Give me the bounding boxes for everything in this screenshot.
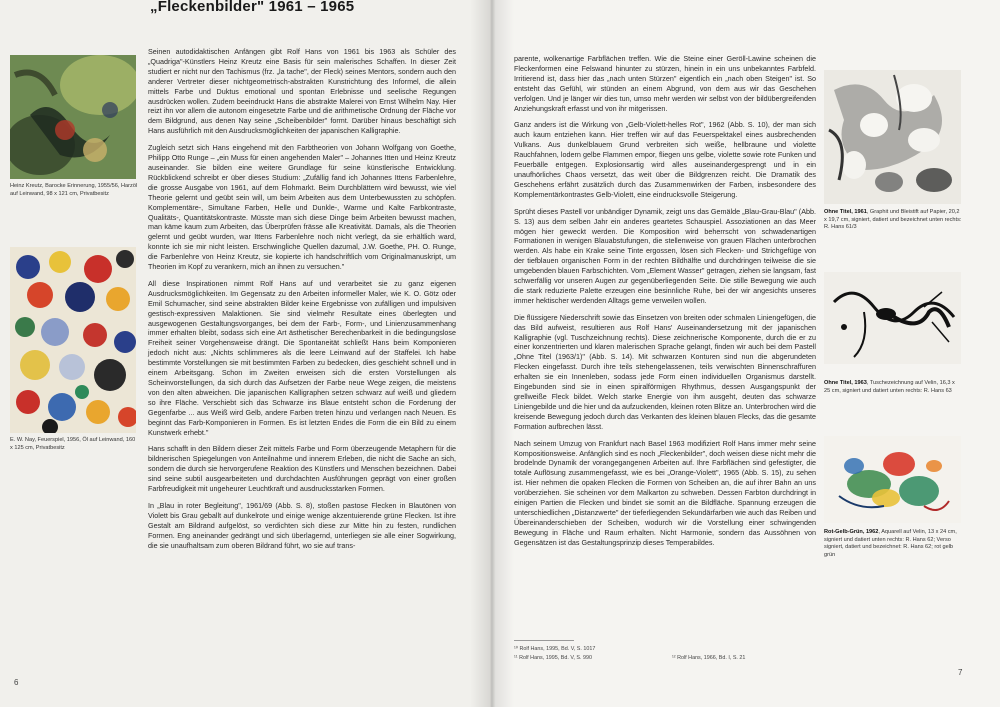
paragraph: All diese Inspirationen nimmt Rolf Hans auf und verarbeitet sie zu ganz eigenen Ausdrucksmöglichkeiten. Im Gegensatz zu den Arbeiten informeller Maler, wie K. O. Götz oder Emil Schumacher, sind seine abstrakten Bilder keine Ergebnisse von zufälligen und impulsiven gestisch-expressiven Malaktionen. Sie sind vielmehr Resultate eines überlegten und ausgewogenen Gestaltungsvorganges, bei dem der Farb-, Form-, und Linienzusammenhang immer erhalten bleibt, sodass sich eine Art ästhetischer Berechenbarkeit in die bedingungslose Freiheit seiner Vorgehensweise drängt. Die Spontaneität schließt Hans beim Komponieren jedoch nicht aus: „Nichts schlimmeres als die leere Leinwand auf der Staffelei. Ich habe bestimmte Vorstellungen sie mit bestimmten Farben zu bedecken, dies geschieht schnell und in einem Arbeitsgang. Schon im Zweiten erweisen sich die ersten Vorstellungen als Scheinvorstellungen, da sich durch das Aufsetzen der Farbe neue Wege zeigen, die meistens von den alten abweichen. Die japanischen Kalligraphen setzen schwarz auf weiß und gliedern so ihre Fläche. Verschiebt sich das Schwarze ins Blaue entsteht schon die Forderung der Gegenfarbe ... aus Weiß wird Gelb, andere Farben treten hinzu und verlangen nach Neuen. Es beginnt das Farb-Komponieren in Formen. Es ist letzten Endes die Form die ein Bild zu einem Kunstwerk erhebt." [148, 278, 456, 437]
paragraph: parente, wolkenartige Farbflächen treffen. Wie die Steine einer Geröll-Lawine scheinen die Fleckenformen eine Felswand hinunter zu stürzen, hinein in ein uns unbekanntes Farbfeld. Irritierend ist, dass hier das „nach unten Stürzen" eigentlich ein „nach oben Steigen" ist. So entsteht das Gefühl, wir stünden an einem Abgrund, von dem aus wir das Geschehen verfolgen. Und je länger wir dies tun, umso mehr werden wir selbst von der bildübergreifenden Anziehungskraft erfasst und von ihr mitgerissen. [514, 54, 816, 113]
caption-nay: E. W. Nay, Feuerspiel, 1956, Öl auf Leinwand, 160 x 125 cm, Privatbesitz [10, 437, 136, 451]
caption-ohne-titel-1963 [824, 380, 962, 395]
artwork-nay-image [10, 247, 136, 433]
left-text-column [148, 47, 456, 558]
paragraph: Hans schafft in den Bildern dieser Zeit mittels Farbe und Form überzeugende Metaphern für die bildnerischen Spiegelungen von Anteilnahme und innerem Erleben, die nicht die Sache an sich, sondern die durch sie hervorgerufene Reaktion des Künstlers und Menschen bezeichnen. Dabei sind seine subtil ausgearbeiteten und durchdachten Ausführungen geprägt von einer großen Farbfreudigkeit mit ungeheurer Leuchtkraft und ausdrucksstarken Formen. [148, 444, 456, 494]
right-page [492, 0, 1000, 707]
paragraph: Zugleich setzt sich Hans eingehend mit den Farbtheorien von Johann Wolfgang von Goethe, Philipp Otto Runge – „ein Muss für einen angehenden Maler" – Johannes Itten und Heinz Kreutz auseinander. Sie bilden eine weitere Grundlage für seine künstlerische Entwicklung. Rückblickend schreibt er über dieses Studium: „Zufällig fand ich Johannes Ittens Farbenlehre, die grosse Ausgabe von 1961, auf dem Flohmarkt. Beim Durchblättern wird bewusst, wie viel Theorie gelernt und geübt sein will, um beim Arbeiten aus dem Unterbewussten zu schöpfen. Komplementäre-, Simultane Farben, Helle und Dunkle-, Warme und Kalte Farbkontraste, Qualitäts-, Quantitätskontraste. Müsste man sich diese Dinge beim Arbeiten bewusst machen, man käme kaum zum Arbeiten, das Überprüfen frässe alle Kreativität. Damals, als die Theorien gelernt und geübt wurden, war Ittens Farbenlehre noch nicht verlegt, da sie erhältlich ward, konnte ich sie mir nicht leisten. Erschwingliche Quellen dazumal, J.W. Goethe, PH. O. Runge, die Farbenlehre von Heinz Kreutz, sie kopierte ich handschriftlich vom Originalmanuskript, um Theorien im Kopf zu verankern, mich an ihnen zu versuchen." [148, 143, 456, 272]
caption-rot-gelb-gruen [824, 529, 962, 559]
caption-details: , Aquarell auf Velin, 13 x 24 cm, signiert und datiert unten rechts: R. Hans 62; Verso signiert, datiert und bezeichnet: R. Hans 62; rot gelb grün [824, 529, 957, 558]
footnote-rule [514, 640, 574, 641]
caption-details: , Tuschezeichnung auf Velin, 16,3 x 25 cm, signiert und datiert unten rechts: R. Hans 63 [824, 380, 955, 394]
page-heading: „Fleckenbilder" 1961 – 1965 [150, 0, 355, 15]
caption-title: Rot-Gelb-Grün, 1962 [824, 529, 879, 535]
paragraph: Nach seinem Umzug von Frankfurt nach Basel 1963 modifiziert Rolf Hans immer mehr seine Kompositionsweise. Anfänglich sind es noch „Fleckenbilder", doch weisen diese nicht mehr die brodelnde Dynamik der vorangegangenen Arbeiten auf. Ihre Farbflächen sind gefestigter, die totale Auflösung zusammengefasst, wie es bei „Orange-Violett", 1965 (Abb. S. 15), zu sehen ist. Hier nehmen die opaken Flecken die Formen von Scheiben an, die auf ihrer Bahn an uns vorüberziehen. Sie scheinen vor dem Malkarton zu schweben. Dessen Farbton durchdringt in einigen Partien die Flecken und bindet sie somit an die Bildfläche. Spannung erzeugen die unterschiedlichen „Distanzwerte" der tieferliegenden Sekundärfarben wie auch das Reiben und Übereinanderschieben der Scheiben, wodurch wir die Vorstellung einer schwingenden Bewegung in Fläche und Raum erhalten. Nicht Harmonie, sondern das Aussöhnen von Gegensätzen ist das Gestaltungsprinzip dieses Temperabildes. [514, 438, 816, 547]
paragraph: Seinen autodidaktischen Anfängen gibt Rolf Hans von 1961 bis 1963 als Schüler des „Quadriga"-Künstlers Heinz Kreutz eine Basis für sein malerisches Schaffen. In dieser Zeit studiert er nicht nur den Tachismus (frz. „la tache", der Fleck) seines Mentors, sondern auch den anderer Vertreter dieser nichtgeometrisch-abstrakten Kunstrichtung des Informel, die allein mittels Farbe und Duktus emotional und spontan Erlebnisse und seelische Regungen ausdrücken wollen. Zudem beeindruckt Hans die abstrakte Malerei von Ernst Wilhelm Nay. Hier reizt ihn vor allem die autonom eingesetzte Farbe und die arithmetische Ordnung der Fläche vor dem Bildgrund, aus denen Nay seine „Scheibenbilder" formt. Darüber hinaus beschäftigt sich Hans ausführlich mit den Ausdrucksmöglichkeiten der japanischen Kalligraphie. [148, 47, 456, 136]
caption-title: Ohne Titel, 1963 [824, 380, 867, 386]
paragraph: Ganz anders ist die Wirkung von „Gelb-Violett-helles Rot", 1962 (Abb. S. 10), der man sich auch kaum entziehen kann. Hier treffen wir auf das Feuerspektakel eines ausbrechenden Vulkans. Aus dunkelblauem Grund verbreiten sich weiße, hellbraune und violette Rauchfahnen, lodern gelbe Flammen empor, fliegen uns gelbe, violette sowie rote Funken und Feuerbälle entgegen. Explosionsartig wird alles auseinandergesprengt und in ein unaufhörliches Chaos versetzt, das weit über die Bildgrenzen reicht. Die Dramatik des Geschehens erfährt zusätzlich durch das Zusammenwirken der Farben, insbesondere des Komplementärkontrastes Gelb-Violett, eine eindrucksvolle Steigerung. [514, 120, 816, 199]
page-number-right: 7 [958, 668, 963, 677]
footnote: ¹⁰ Rolf Hans, 1995, Bd. V, S. 1017 [514, 646, 596, 652]
caption-title: Ohne Titel, 1961 [824, 209, 867, 215]
caption-kreutz: Heinz Kreutz, Barocke Erinnerung, 1955/56, Harzöl auf Leinwand, 98 x 121 cm, Privatbesitz [10, 183, 138, 197]
artwork-rot-gelb-gruen-image [824, 436, 961, 523]
left-page [0, 0, 492, 707]
caption-ohne-titel-1961 [824, 209, 962, 232]
right-text-column [514, 54, 816, 555]
page-number-left: 6 [14, 678, 19, 687]
artwork-kreutz-image [10, 55, 136, 179]
paragraph: Sprüht dieses Pastell vor unbändiger Dynamik, zeigt uns das Gemälde „Blau-Grau-Blau" (Abb. S. 13) aus dem selben Jahr ein anderes geartetes Schauspiel. Assoziationen an das Meer mögen hier geweckt werden. Die Komposition wird beherrscht von schwadenartigen Formationen in wenigen Blauabstufungen, die stellenweise von grauen Flächen unterbrochen werden. Als habe ein Krake seine Tinte ergossen, lösen sich Flecken- und Strichgefüge von der tiefblauen organischen Form in der rechten Bildhälfte und durchdringen teilweise die sie umgebenden blauen Farbschichten. Vom „Element Wasser" getragen, ziehen sie langsam, fast schwerfällig vor unseren Augen zur gegenüberliegenden Seite. Die stille Bewegung wie auch die stark reduzierte Palette erzeugen eine besinnliche Ruhe, bei der wir angesichts unseres immer hektischer werdenden Alltags gerne verweilen wollen. [514, 206, 816, 305]
paragraph: Die flüssigere Niederschrift sowie das Einsetzen von breiten oder schmalen Liniengefügen, die das Bild aufweist, resultieren aus Rolf Hans' Auseinandersetzung mit der japanischen Kalligraphie (vgl. Tuschzeichnung rechts). Diese zeichnerische Komponente, durch die er zu einer konzentrierten und klaren malerischen Sprache gelangt, finden wir auch bei dem Pastell „Ohne Titel (1963/1)" (Abb. S. 14). Mit schwarzen Konturen sind nun die abgerundeten Flecken eingefasst. Durch ihre teils stehengelassenen, teils verwischten Binnenschraffuren erhalten sie ein Innenleben, sodass jede Form einen individuellen Organismus darstellt. Eingebunden sind sie in einen spiralförmigen Rhythmus, dessen Ausgangspunkt der grellweiße Fleck bildet. Welch starke Energie von ihm ausgeht, deuten das schwarze Liniengebilde und die hier und da aufzuckenden, kleinen roten Blitze an. Unterbrochen wird die kreisende Bewegung jedoch durch das Verkanten des kleinen blauen Flecks, das die gesamte Formation aufbrechen lässt. [514, 312, 816, 431]
paragraph: In „Blau in roter Begleitung", 1961/69 (Abb. S. 8), stoßen pastose Flecken in Blautönen von Violett bis Grau geballt auf dunkelrote und einige wenige akzentuierende grüne Flecken. Ist ihre Gestalt am Bildrand aufgelöst, so verdichten sich diese zur Mitte hin zu festen, rundlichen Formen. Eng aneinander gedrängt und sich überlagernd, unterliegen sie alle einer Sogwirkung, die sie unaufhaltsam zum oberen Bildrand führt, wo sie auf trans- [148, 500, 456, 550]
caption-details: , Graphit und Bleistift auf Papier, 20,2 x 19,7 cm, signiert, datiert und bezeichnet unten rechts: R. Hans 61/3 [824, 209, 962, 231]
footnote: ¹² Rolf Hans, 1966, Bd. I, S. 21 [672, 655, 746, 661]
artwork-ohne-titel-1963-image [824, 272, 961, 364]
footnote: ¹¹ Rolf Hans, 1995, Bd. V, S. 990 [514, 655, 593, 661]
artwork-ohne-titel-1961-image [824, 70, 961, 204]
